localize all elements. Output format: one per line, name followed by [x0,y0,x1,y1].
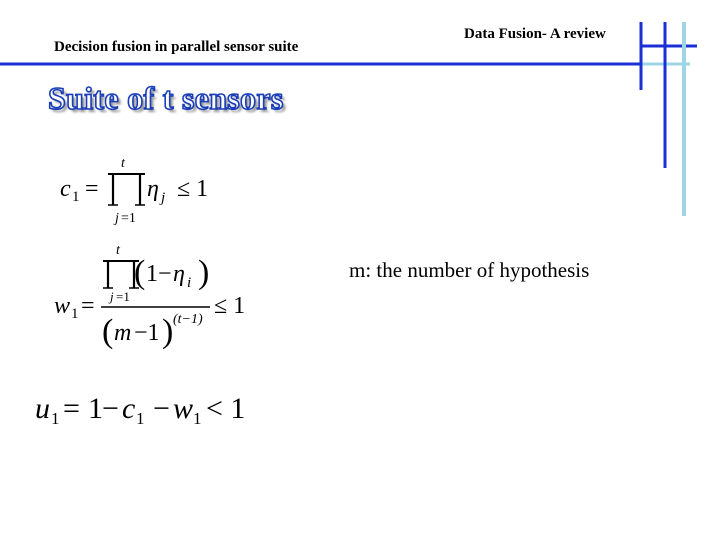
c1-product-symbol [108,174,145,205]
w1-num-one: 1 [146,261,158,287]
c1-equals: = [85,176,99,202]
hypothesis-note: m: the number of hypothesis [349,258,590,282]
u1-c-var: c [122,392,136,425]
w1-relation: ≤ 1 [214,293,246,319]
u1-rhs-one: 1 [88,392,103,425]
u1-minus-1: − [102,392,119,425]
w1-num-lparen: ( [134,254,146,291]
c1-relation: ≤ 1 [177,176,209,202]
w1-lhs-var: w [54,293,71,319]
u1-c-sub: 1 [136,409,145,428]
w1-upper-limit: t [116,243,120,258]
header-left-caption: Decision fusion in parallel sensor suite [54,39,299,55]
w1-den-lparen: ( [102,313,114,350]
c1-lhs-sub: 1 [72,189,80,205]
u1-minus-2: − [153,392,170,425]
c1-lower-var: j [115,211,119,226]
c1-lhs-var: c [60,176,71,202]
w1-lhs-sub: 1 [71,306,79,322]
w1-num-var: η [173,261,185,287]
u1-w-sub: 1 [193,409,202,428]
w1-den-rparen: ) [162,313,174,350]
w1-den-minus-one: −1 [134,320,160,346]
w1-num-minus: − [158,261,172,287]
u1-lhs-var: u [35,392,50,425]
w1-num-sub: i [187,275,192,291]
c1-lower-eq: =1 [121,211,136,226]
c1-factor-sub: j [161,190,166,206]
w1-lower-var: j [110,289,114,304]
u1-relation: < 1 [206,392,246,425]
equation-w1 [54,243,245,350]
equation-c1 [60,156,208,226]
w1-equals: = [81,293,95,319]
header-right-caption: Data Fusion- A review [464,26,606,42]
equation-u1 [35,392,245,428]
u1-w-var: w [173,392,194,425]
u1-lhs-sub: 1 [51,409,60,428]
w1-den-m: m [114,320,132,346]
c1-factor-var: η [147,176,159,202]
w1-num-rparen: ) [198,254,210,291]
u1-equals: = [63,392,80,425]
slide-title: Suite of t sensors [48,80,284,116]
w1-den-exp: (t−1) [173,312,203,327]
c1-upper-limit: t [121,156,125,171]
w1-lower-eq: =1 [116,289,130,304]
